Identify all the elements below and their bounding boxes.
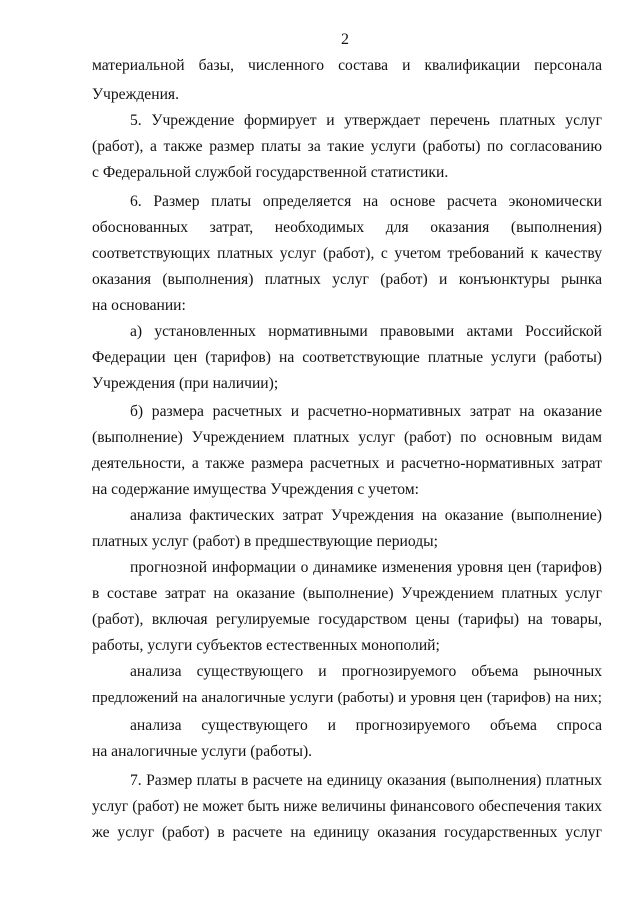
text-line: на содержание имущества Учреждения с учетом: bbox=[92, 481, 420, 498]
text-line: (выполнение) Учреждением платных услуг (работ) по основным видам bbox=[92, 429, 602, 446]
text-line: на аналогичные услуги (работы). bbox=[92, 743, 313, 760]
text-line: Учреждения (при наличии); bbox=[92, 375, 279, 392]
text-line: 6. Размер платы определяется на основе расчета экономически bbox=[130, 193, 602, 210]
text-line: обоснованных затрат, необходимых для оказания (выполнения) bbox=[92, 219, 602, 236]
text-line: предложений на аналогичные услуги (работы) и уровня цен (тарифов) на них; bbox=[92, 689, 602, 706]
text-line: же услуг (работ) в расчете на единицу оказания государственных услуг bbox=[92, 824, 602, 841]
text-line: 7. Размер платы в расчете на единицу оказания (выполнения) платных bbox=[130, 772, 602, 789]
text-line: анализа фактических затрат Учреждения на оказание (выполнение) bbox=[130, 507, 602, 524]
text-line: деятельности, а также размера расчетных и расчетно-нормативных затрат bbox=[92, 455, 602, 472]
text-line: на основании: bbox=[92, 297, 186, 314]
text-line: материальной базы, численного состава и квалификации персонала bbox=[92, 57, 602, 74]
text-line: б) размера расчетных и расчетно-нормативных затрат на оказание bbox=[130, 403, 602, 420]
text-line: (работ), а также размер платы за такие услуги (работы) по согласованию bbox=[92, 138, 602, 155]
page-number: 2 bbox=[341, 31, 349, 48]
text-line: платных услуг (работ) в предшествующие периоды; bbox=[92, 533, 438, 550]
text-line: 5. Учреждение формирует и утверждает перечень платных услуг bbox=[130, 112, 602, 129]
text-line: работы, услуги субъектов естественных монополий; bbox=[92, 637, 440, 654]
text-line: анализа существующего и прогнозируемого объема спроса bbox=[130, 717, 602, 734]
text-line: (работ), включая регулируемые государством цены (тарифы) на товары, bbox=[92, 611, 602, 628]
text-line: в составе затрат на оказание (выполнение) Учреждением платных услуг bbox=[92, 585, 602, 602]
text-line: Учреждения. bbox=[92, 86, 179, 103]
text-line: оказания (выполнения) платных услуг (работ) и конъюнктуры рынка bbox=[92, 271, 602, 288]
text-line: Федерации цен (тарифов) на соответствующие платные услуги (работы) bbox=[92, 349, 602, 366]
text-line: с Федеральной службой государственной статистики. bbox=[92, 164, 449, 181]
text-line: услуг (работ) не может быть ниже величины финансового обеспечения таких bbox=[92, 798, 602, 815]
text-line: прогнозной информации о динамике изменения уровня цен (тарифов) bbox=[130, 559, 602, 576]
text-line: анализа существующего и прогнозируемого объема рыночных bbox=[130, 663, 602, 680]
text-line: а) установленных нормативными правовыми актами Российской bbox=[130, 323, 602, 340]
text-line: соответствующих платных услуг (работ), с учетом требований к качеству bbox=[92, 245, 602, 262]
